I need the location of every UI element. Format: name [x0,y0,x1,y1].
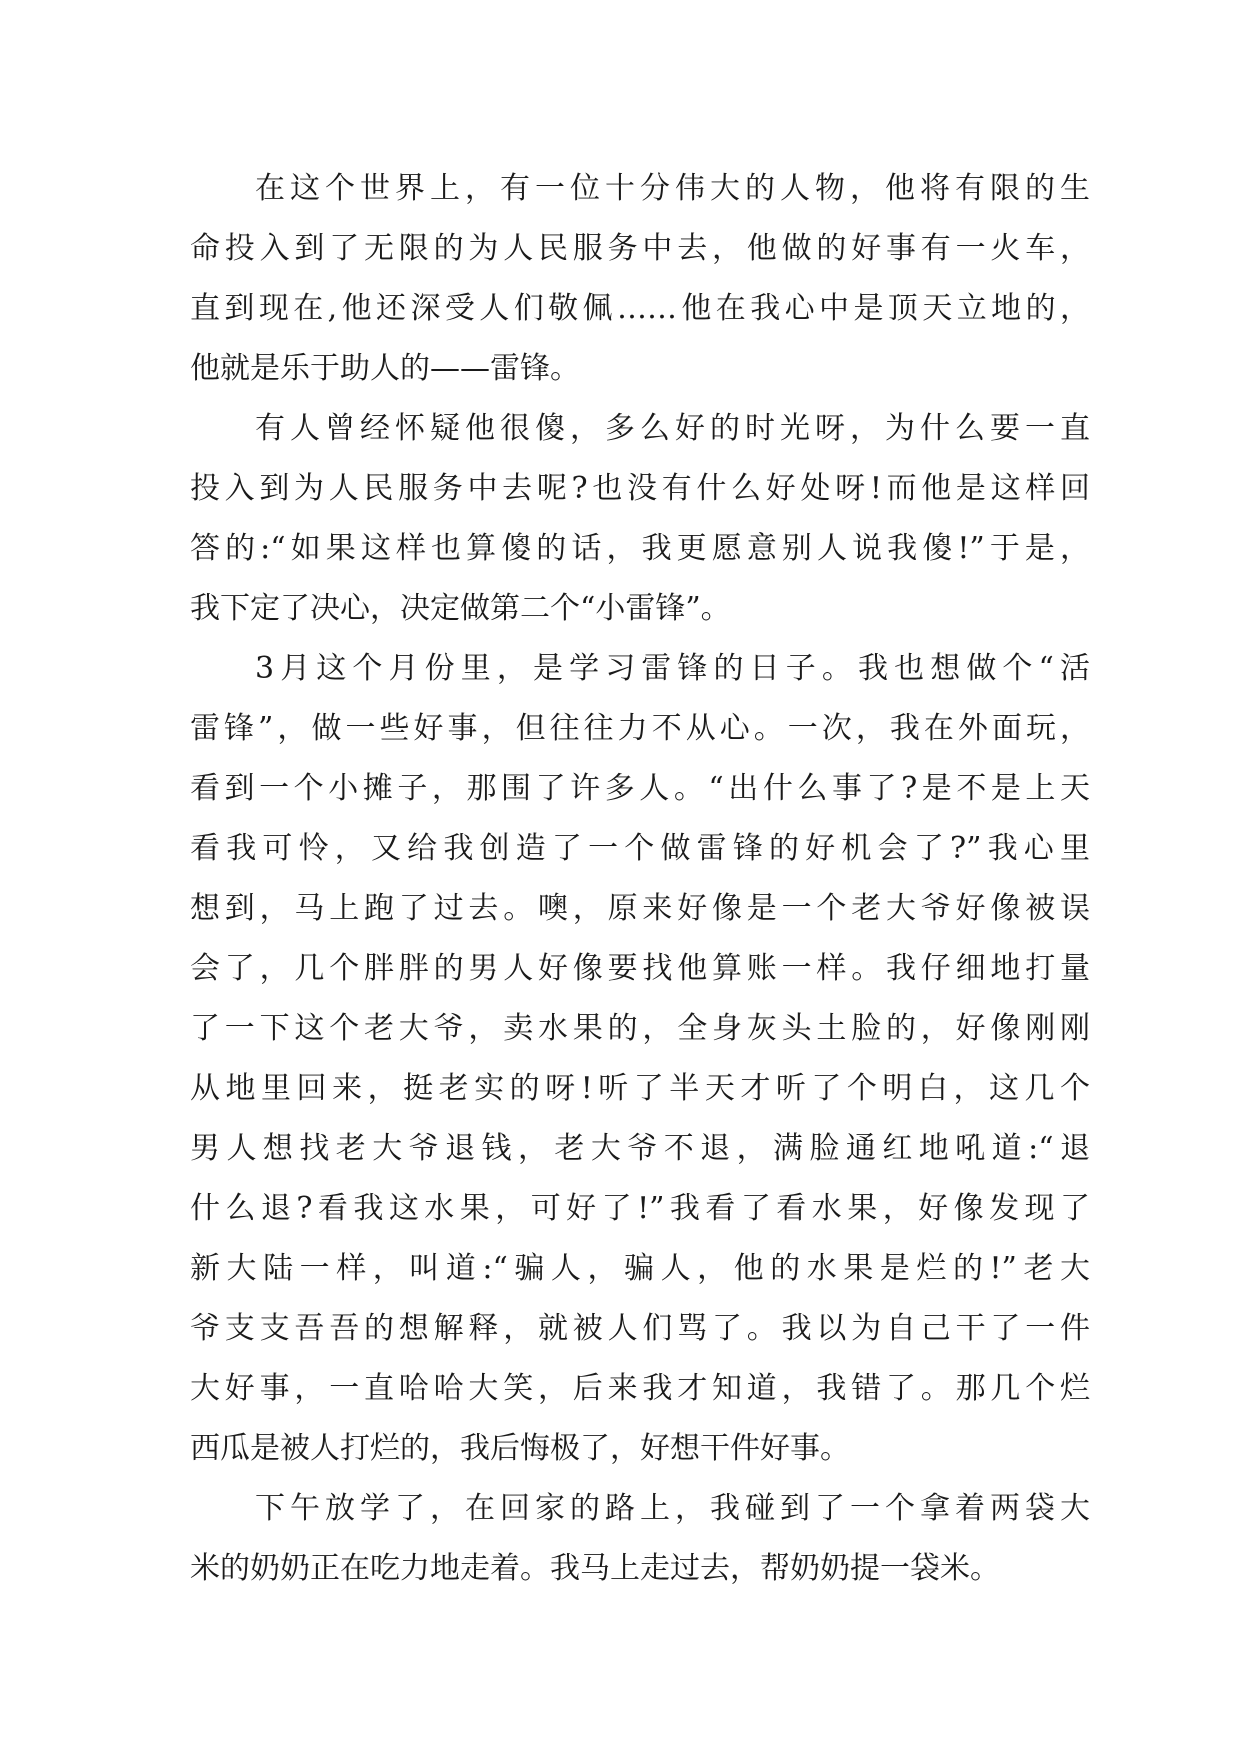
paragraph-1-line-3: 直到现在,他还深受人们敬佩……他在我心中是顶天立地的， [190,291,1090,326]
paragraph-3-line-6: 会了，几个胖胖的男人好像要找他算账一样。我仔细地打量 [190,951,1090,986]
paragraph-3-line-10: 什么退?看我这水果，可好了!”我看了看水果，好像发现了 [190,1191,1090,1226]
paragraph-2-line-1: 有人曾经怀疑他很傻，多么好的时光呀，为什么要一直 [255,411,1090,446]
essay-body [190,159,1090,1599]
paragraph-3-line-1: 3月这个月份里，是学习雷锋的日子。我也想做个“活 [255,651,1090,686]
paragraph-3-line-8: 从地里回来，挺老实的呀!听了半天才听了个明白，这几个 [190,1071,1090,1106]
paragraph-3-line-4: 看我可怜，又给我创造了一个做雷锋的好机会了?”我心里 [190,831,1090,866]
paragraph-2-line-4: 我下定了决心，决定做第二个“小雷锋”。 [190,591,731,626]
paragraph-1-line-1: 在这个世界上，有一位十分伟大的人物，他将有限的生 [255,171,1090,206]
paragraph-3-line-5: 想到，马上跑了过去。噢，原来好像是一个老大爷好像被误 [190,891,1090,926]
paragraph-3-line-3: 看到一个小摊子，那围了许多人。“出什么事了?是不是上天 [190,771,1090,806]
paragraph-3-line-9: 男人想找老大爷退钱，老大爷不退，满脸通红地吼道:“退 [190,1131,1090,1166]
paragraph-3-line-11: 新大陆一样，叫道:“骗人，骗人，他的水果是烂的!”老大 [190,1251,1090,1286]
paragraph-4-line-2: 米的奶奶正在吃力地走着。我马上走过去，帮奶奶提一袋米。 [190,1551,1000,1586]
paragraph-3-line-2: 雷锋”，做一些好事，但往往力不从心。一次，我在外面玩， [190,711,1090,746]
paragraph-3-line-14: 西瓜是被人打烂的，我后悔极了，好想干件好事。 [190,1431,850,1466]
paragraph-1-line-2: 命投入到了无限的为人民服务中去，他做的好事有一火车， [190,231,1090,266]
paragraph-2-line-2: 投入到为人民服务中去呢?也没有什么好处呀!而他是这样回 [190,471,1090,506]
paragraph-1-line-4: 他就是乐于助人的——雷锋。 [190,351,580,386]
paragraph-2-line-3: 答的:“如果这样也算傻的话，我更愿意别人说我傻!”于是， [190,531,1090,566]
paragraph-4-line-1: 下午放学了，在回家的路上，我碰到了一个拿着两袋大 [255,1491,1090,1526]
paragraph-3-line-12: 爷支支吾吾的想解释，就被人们骂了。我以为自己干了一件 [190,1311,1090,1346]
paragraph-3-line-7: 了一下这个老大爷，卖水果的，全身灰头土脸的，好像刚刚 [190,1011,1090,1046]
paragraph-3-line-13: 大好事，一直哈哈大笑，后来我才知道，我错了。那几个烂 [190,1371,1090,1406]
